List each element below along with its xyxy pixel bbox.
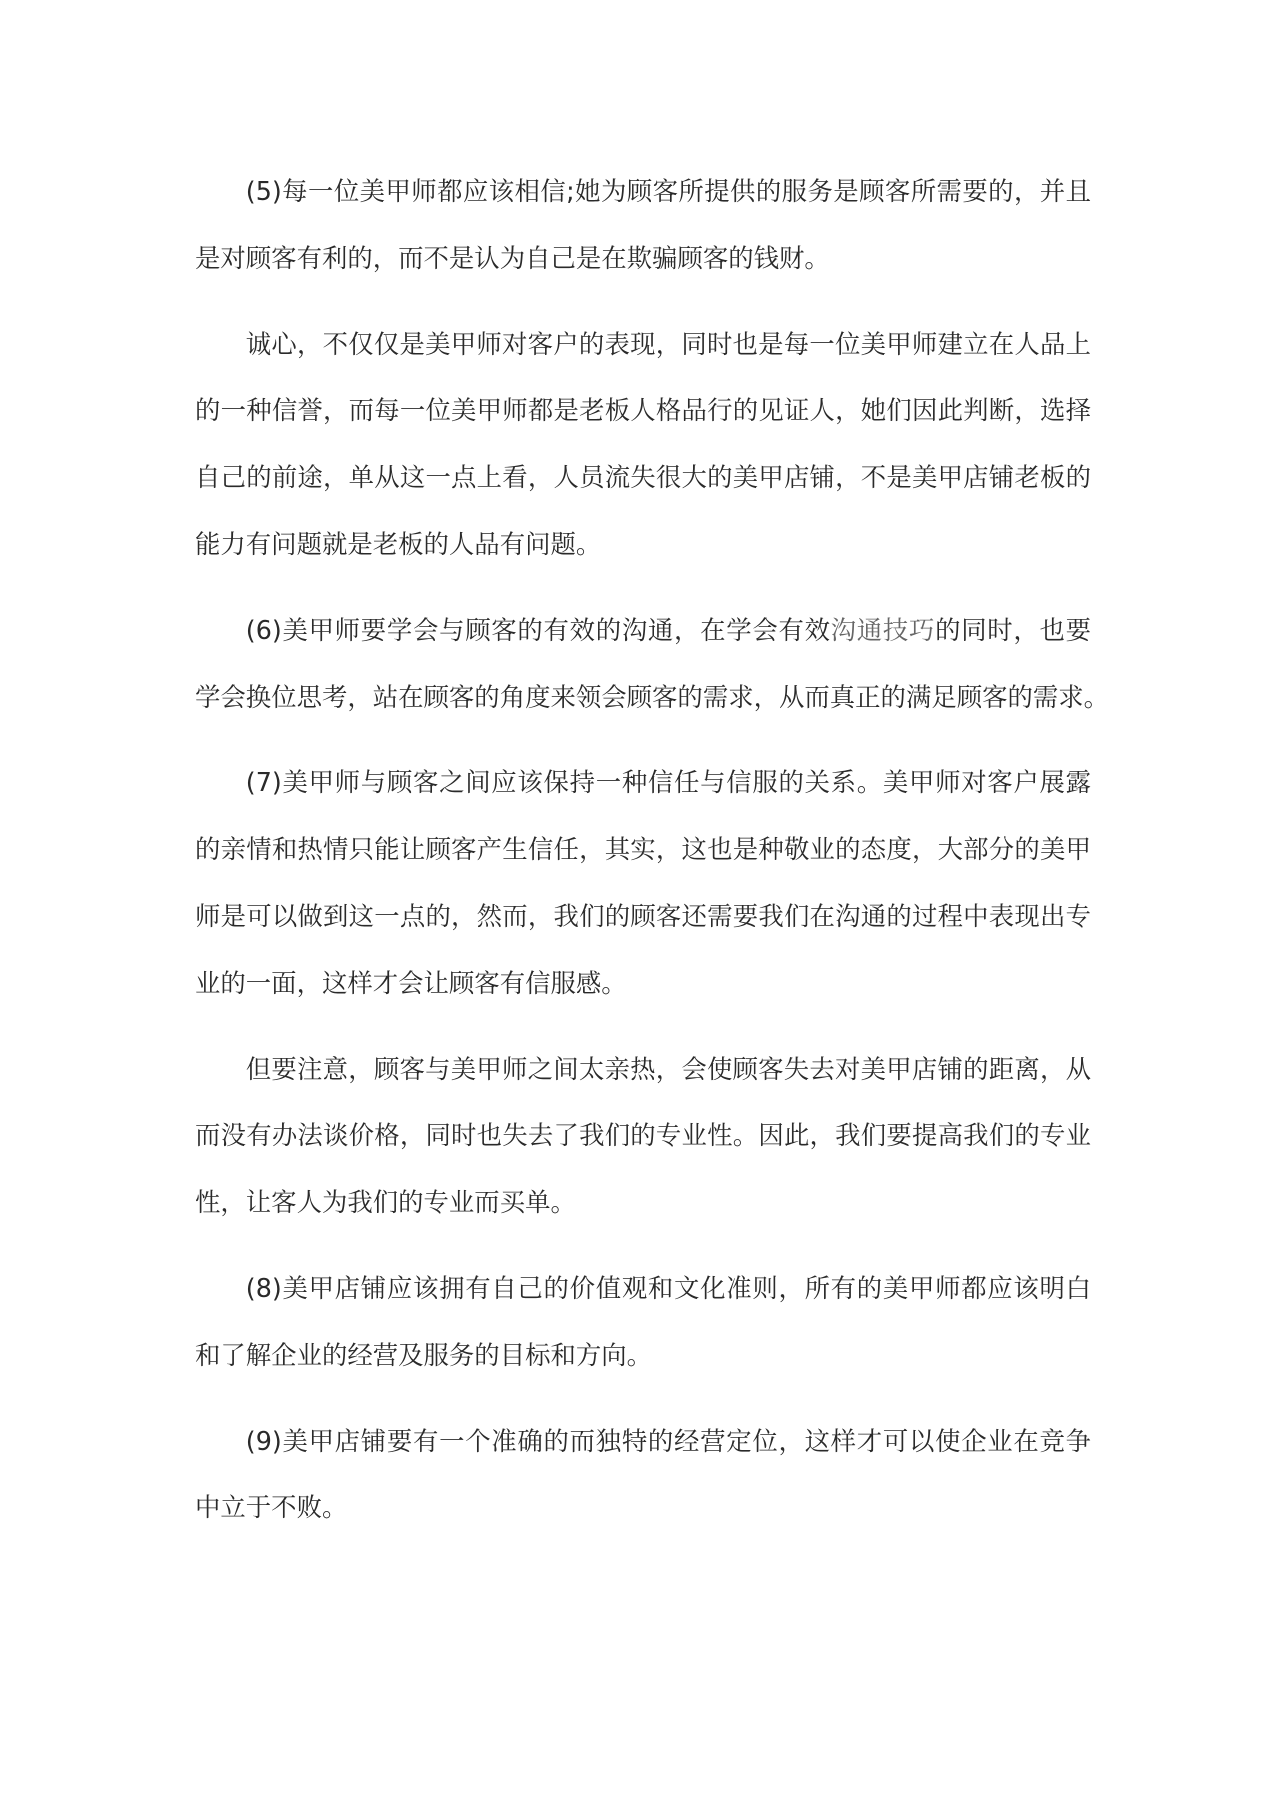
paragraph-line: 中立于不败。 (195, 1492, 348, 1523)
paragraph-line: 学会换位思考，站在顾客的角度来领会顾客的需求，从而真正的满足顾客的需求。 (195, 681, 1110, 712)
paragraph-line: 自己的前途，单从这一点上看，人员流失很大的美甲店铺，不是美甲店铺老板的 (195, 462, 1091, 493)
paragraph-line: 性，让客人为我们的专业而买单。 (195, 1187, 576, 1218)
paragraph-line: 的亲情和热情只能让顾客产生信任，其实，这也是种敬业的态度，大部分的美甲 (195, 834, 1091, 865)
document-page (195, 158, 1110, 1560)
paragraph-5 (195, 158, 1091, 292)
paragraph-9 (195, 1408, 1091, 1542)
paragraph-7 (195, 749, 1091, 1016)
paragraph-sincerity (195, 311, 1091, 578)
paragraph-line: 的一种信誉，而每一位美甲师都是老板人格品行的见证人，她们因此判断，选择 (195, 395, 1091, 426)
paragraph-line: (7)美甲师与顾客之间应该保持一种信任与信服的关系。美甲师对客户展露 (245, 767, 1091, 798)
paragraph-line: (8)美甲店铺应该拥有自己的价值观和文化准则，所有的美甲师都应该明白 (245, 1272, 1091, 1303)
paragraph-line: 和了解企业的经营及服务的目标和方向。 (195, 1339, 653, 1370)
paragraph-line: 但要注意，顾客与美甲师之间太亲热，会使顾客失去对美甲店铺的距离，从 (245, 1053, 1091, 1084)
paragraph-line: 是对顾客有利的，而不是认为自己是在欺骗顾客的钱财。 (195, 242, 830, 273)
paragraph-line: 师是可以做到这一点的，然而，我们的顾客还需要我们在沟通的过程中表现出专 (195, 900, 1091, 931)
line-text-after-link: 的同时，也要 (935, 614, 1092, 645)
paragraph-8 (195, 1255, 1091, 1389)
paragraph-caution (195, 1036, 1091, 1236)
line-text-before-link: (6)美甲师要学会与顾客的有效的沟通，在学会有效 (245, 614, 831, 645)
communication-skills-link[interactable]: 沟通技巧 (830, 614, 936, 645)
paragraph-line: 诚心，不仅仅是美甲师对客户的表现，同时也是每一位美甲师建立在人品上 (245, 328, 1091, 359)
paragraph-line: 能力有问题就是老板的人品有问题。 (195, 528, 602, 559)
paragraph-line (195, 597, 1091, 664)
paragraph-line: (5)每一位美甲师都应该相信;她为顾客所提供的服务是顾客所需要的，并且 (245, 176, 1091, 206)
paragraph-line: 业的一面，这样才会让顾客有信服感。 (195, 967, 627, 998)
paragraph-line: (9)美甲店铺要有一个准确的而独特的经营定位，这样才可以使企业在竞争 (245, 1425, 1091, 1456)
paragraph-line: 而没有办法谈价格，同时也失去了我们的专业性。因此，我们要提高我们的专业 (195, 1120, 1091, 1151)
paragraph-6 (195, 597, 1110, 731)
